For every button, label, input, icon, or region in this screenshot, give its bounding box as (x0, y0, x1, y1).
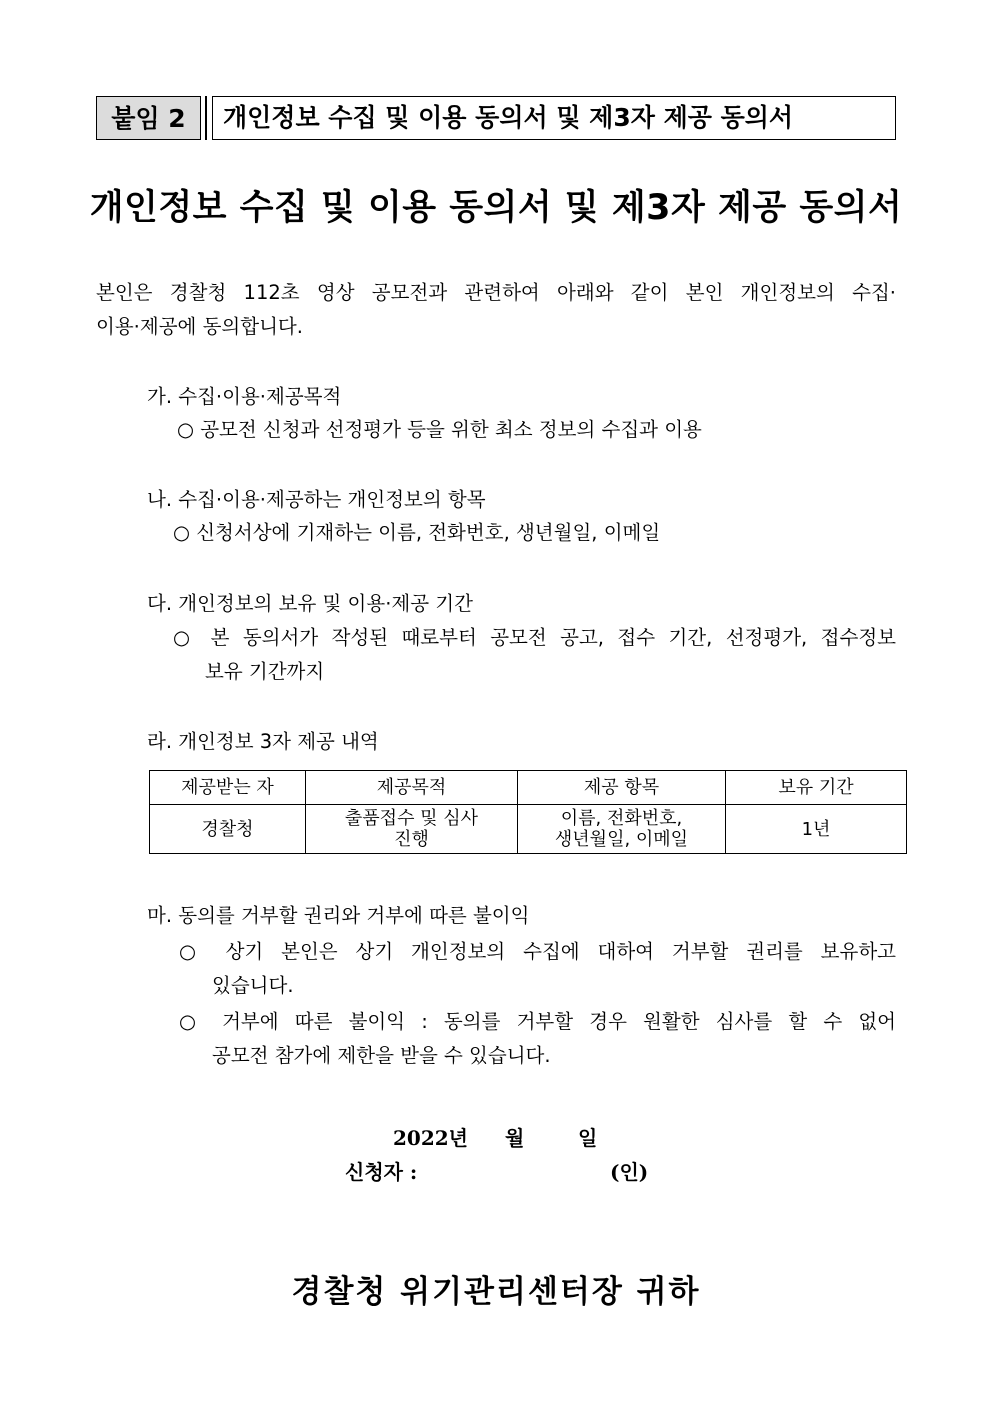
cell-items-line-1: 이름, 전화번호, (560, 808, 683, 829)
intro-line-2: 이용·제공에 동의합니다. (96, 315, 303, 338)
provision-table (149, 770, 907, 854)
applicant-label: 신청자 : (345, 1160, 418, 1184)
cell-period: 1년 (726, 805, 907, 854)
attachment-header (96, 96, 896, 142)
section-ga-heading: 가. 수집·이용·제공목적 (147, 385, 342, 408)
section-da-item-line-2: 보유 기간까지 (205, 660, 325, 683)
seal-mark: (인) (610, 1160, 649, 1184)
header-purpose: 제공목적 (306, 771, 518, 805)
section-ma-item-1-line-2: 있습니다. (212, 974, 294, 997)
signature-line (0, 1156, 992, 1186)
cell-purpose-line-2: 진행 (394, 829, 429, 850)
date-line (0, 1122, 992, 1152)
cell-purpose (306, 805, 518, 854)
attachment-title: 개인정보 수집 및 이용 동의서 및 제3자 제공 동의서 (212, 96, 896, 140)
cell-recipient: 경찰청 (150, 805, 306, 854)
header-divider (205, 96, 207, 140)
attachment-tag: 붙임 2 (96, 96, 201, 140)
section-ma-item-2-line-1: ○ 거부에 따른 불이익 : 동의를 거부할 경우 원활한 심사를 할 수 없어 (179, 1010, 896, 1033)
date-month: 월 (505, 1126, 525, 1150)
section-da-heading: 다. 개인정보의 보유 및 이용·제공 기간 (147, 592, 473, 615)
section-na-item: ○ 신청서상에 기재하는 이름, 전화번호, 생년월일, 이메일 (173, 521, 661, 544)
intro-line-1: 본인은 경찰청 112초 영상 공모전과 관련하여 아래와 같이 본인 개인정보의 수집· (96, 281, 896, 304)
table-row (150, 805, 907, 854)
section-da-item-line-1: ○ 본 동의서가 작성된 때로부터 공모전 공고, 접수 기간, 선정평가, 접수정보 (173, 626, 896, 649)
header-period: 보유 기간 (726, 771, 907, 805)
cell-purpose-line-1: 출품접수 및 심사 (344, 808, 479, 829)
cell-items (518, 805, 726, 854)
header-recipient: 제공받는 자 (150, 771, 306, 805)
date-day: 일 (578, 1126, 598, 1150)
cell-items-line-2: 생년월일, 이메일 (554, 829, 689, 850)
section-ga-item: ○ 공모전 신청과 선정평가 등을 위한 최소 정보의 수집과 이용 (177, 418, 702, 441)
section-ma-item-1-line-1: ○ 상기 본인은 상기 개인정보의 수집에 대하여 거부할 권리를 보유하고 (179, 940, 896, 963)
header-items: 제공 항목 (518, 771, 726, 805)
section-ma-heading: 마. 동의를 거부할 권리와 거부에 따른 불이익 (147, 904, 530, 927)
date-year: 2022년 (393, 1126, 468, 1150)
section-ma-item-2-line-2: 공모전 참가에 제한을 받을 수 있습니다. (212, 1044, 551, 1067)
table-header-row (150, 771, 907, 805)
section-ra-heading: 라. 개인정보 3자 제공 내역 (147, 730, 379, 753)
addressee: 경찰청 위기관리센터장 귀하 (291, 1274, 701, 1310)
document-title: 개인정보 수집 및 이용 동의서 및 제3자 제공 동의서 (89, 188, 903, 228)
section-na-heading: 나. 수집·이용·제공하는 개인정보의 항목 (147, 488, 486, 511)
